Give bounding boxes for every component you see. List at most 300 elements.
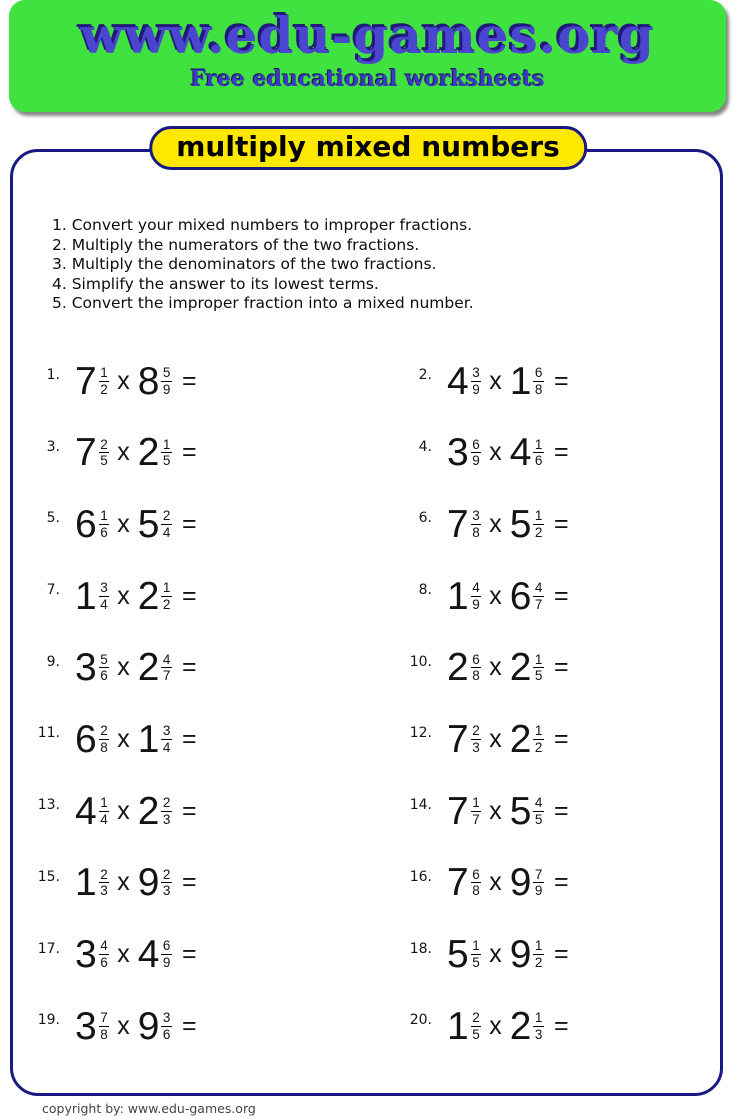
whole-b: 5 [137, 502, 160, 546]
denominator-a: 8 [100, 739, 108, 755]
fraction-b [533, 508, 544, 540]
equals-sign: = [553, 724, 569, 753]
mixed-number-b [137, 574, 172, 618]
mixed-number-b [509, 359, 544, 403]
equals-sign: = [553, 438, 569, 467]
mixed-number-a [75, 431, 109, 475]
whole-a: 7 [75, 359, 97, 403]
denominator-a: 5 [472, 955, 480, 970]
problem-number: 3. [46, 438, 60, 455]
problem-expression [447, 499, 569, 549]
fraction-b [533, 723, 544, 755]
problem-number: 11. [37, 725, 60, 742]
problem-item [384, 786, 724, 858]
mixed-number-b [509, 861, 544, 905]
problem-number: 7. [46, 582, 60, 599]
instruction-line: 5. Convert the improper fraction into a mixed number. [52, 294, 474, 313]
numerator-b: 1 [534, 723, 543, 739]
denominator-a: 9 [472, 381, 480, 397]
equals-sign: = [553, 509, 569, 538]
mixed-number-a [447, 717, 481, 761]
multiply-sign: x [489, 581, 502, 610]
denominator-b: 3 [534, 1026, 543, 1042]
numerator-a: 1 [100, 795, 108, 811]
fraction-b [161, 365, 172, 397]
fraction-a [471, 580, 482, 612]
numerator-a: 4 [100, 938, 108, 954]
whole-a: 1 [447, 1004, 469, 1048]
equals-sign: = [553, 796, 569, 825]
numerator-a: 1 [100, 364, 108, 380]
problem-expression [75, 643, 197, 693]
fraction-a [99, 1010, 110, 1042]
numerator-b: 1 [534, 1010, 543, 1026]
problem-expression [447, 356, 569, 406]
equals-sign: = [553, 581, 569, 610]
mixed-number-b [510, 935, 544, 974]
equals-sign: = [181, 366, 197, 395]
problem-item [384, 714, 724, 786]
whole-b: 2 [137, 431, 160, 475]
problem-number: 13. [37, 797, 60, 814]
fraction-b [533, 938, 544, 970]
whole-b: 4 [509, 431, 532, 475]
problem-item [12, 1001, 384, 1073]
denominator-a: 3 [472, 739, 480, 755]
problem-number: 10. [409, 653, 432, 670]
fraction-a [99, 795, 110, 827]
denominator-a: 7 [472, 811, 480, 827]
whole-a: 6 [75, 502, 97, 546]
fraction-b [161, 437, 172, 469]
instruction-line: 4. Simplify the answer to its lowest terms. [52, 274, 379, 293]
denominator-b: 8 [534, 381, 543, 397]
whole-b: 5 [509, 789, 532, 833]
numerator-b: 4 [162, 651, 171, 667]
problem-expression [75, 356, 197, 406]
numerator-b: 2 [162, 508, 171, 524]
problem-expression [75, 428, 197, 478]
mixed-number-a [75, 646, 109, 690]
fraction-a [471, 867, 482, 899]
mixed-number-a [447, 789, 481, 833]
whole-a: 6 [75, 717, 97, 761]
instructions-list [52, 216, 474, 314]
numerator-a: 2 [100, 723, 108, 739]
whole-a: 2 [447, 646, 469, 690]
multiply-sign: x [489, 509, 502, 538]
numerator-b: 1 [162, 580, 171, 596]
footer-partial-text: copyright by: www.edu-games.org [42, 1101, 256, 1116]
fraction-b [533, 1010, 544, 1042]
multiply-sign: x [117, 796, 130, 825]
mixed-number-b [138, 935, 172, 974]
instruction-line: 1. Convert your mixed numbers to improper fractions. [52, 216, 473, 234]
mixed-number-a [447, 1004, 481, 1048]
fraction-a [99, 938, 110, 970]
site-banner [9, 0, 726, 112]
numerator-a: 2 [472, 1010, 480, 1026]
problem-expression [75, 930, 197, 980]
mixed-number-a [75, 935, 109, 974]
whole-a: 4 [75, 789, 97, 833]
mixed-number-a [75, 717, 109, 761]
whole-b: 9 [137, 1004, 160, 1048]
fraction-a [471, 508, 482, 540]
problem-number: 14. [409, 797, 432, 814]
mixed-number-a [447, 574, 481, 618]
mixed-number-b [137, 789, 172, 833]
mixed-number-b [509, 717, 544, 761]
mixed-number-b [137, 502, 172, 546]
multiply-sign: x [489, 366, 502, 395]
equals-sign: = [553, 940, 569, 968]
numerator-a: 3 [472, 508, 480, 524]
equals-sign: = [181, 724, 197, 753]
denominator-a: 9 [472, 453, 480, 469]
mixed-number-b [137, 431, 172, 475]
problem-expression [447, 858, 569, 908]
fraction-a [471, 1010, 482, 1042]
mixed-number-b [509, 574, 544, 618]
equals-sign: = [181, 438, 197, 467]
denominator-b: 5 [162, 453, 171, 469]
equals-sign: = [181, 509, 197, 538]
numerator-a: 1 [472, 938, 480, 954]
denominator-b: 2 [534, 955, 543, 970]
multiply-sign: x [117, 581, 130, 610]
equals-sign: = [553, 366, 569, 395]
problem-item [12, 858, 384, 930]
denominator-b: 4 [162, 524, 171, 540]
denominator-a: 8 [472, 668, 480, 684]
denominator-a: 5 [100, 453, 108, 469]
whole-a: 3 [75, 1004, 97, 1048]
problem-item [12, 356, 384, 428]
fraction-a [471, 652, 482, 684]
problem-item [12, 643, 384, 715]
whole-a: 5 [447, 933, 469, 976]
instruction-line: 3. Multiply the denominators of the two fractions. [52, 255, 437, 274]
mixed-number-b [509, 646, 544, 690]
numerator-b: 2 [162, 866, 171, 882]
numerator-a: 6 [472, 436, 480, 452]
fraction-b [533, 795, 544, 827]
denominator-b: 7 [534, 596, 543, 612]
fraction-b [161, 652, 172, 684]
problem-expression [447, 930, 569, 980]
whole-a: 7 [75, 431, 97, 475]
problem-number: 18. [409, 940, 432, 957]
problem-expression [447, 714, 569, 764]
fraction-a [99, 867, 110, 899]
equals-sign: = [181, 653, 197, 682]
denominator-a: 5 [472, 1026, 480, 1042]
whole-b: 1 [509, 359, 532, 403]
numerator-a: 2 [100, 866, 108, 882]
denominator-a: 8 [472, 524, 480, 540]
fraction-b [533, 867, 544, 899]
fraction-b [161, 938, 172, 970]
numerator-a: 3 [472, 364, 480, 380]
multiply-sign: x [117, 940, 130, 968]
problem-item [384, 499, 724, 571]
mixed-number-a [75, 502, 109, 546]
numerator-a: 1 [100, 508, 108, 524]
denominator-b: 9 [162, 955, 171, 970]
equals-sign: = [181, 940, 197, 968]
fraction-a [471, 723, 482, 755]
denominator-a: 2 [100, 381, 108, 397]
problem-expression [75, 571, 197, 621]
multiply-sign: x [117, 438, 130, 467]
fraction-b [161, 1010, 172, 1042]
multiply-sign: x [489, 868, 502, 897]
equals-sign: = [181, 1011, 197, 1040]
whole-a: 1 [75, 861, 97, 905]
site-title: www.edu-games.org [80, 6, 655, 65]
numerator-b: 4 [534, 795, 543, 811]
fraction-a [99, 723, 110, 755]
mixed-number-b [137, 1004, 172, 1048]
mixed-number-b [509, 431, 544, 475]
problem-number: 19. [37, 1012, 60, 1029]
equals-sign: = [553, 868, 569, 897]
mixed-number-b [509, 1004, 544, 1048]
denominator-a: 4 [100, 811, 108, 827]
problem-item [12, 571, 384, 643]
fraction-a [99, 580, 110, 612]
fraction-a [471, 437, 482, 469]
mixed-number-a [447, 646, 481, 690]
denominator-b: 2 [162, 596, 171, 612]
whole-b: 2 [509, 646, 532, 690]
whole-b: 9 [509, 933, 532, 976]
problem-number: 16. [409, 868, 432, 885]
multiply-sign: x [117, 868, 130, 897]
problem-number: 9. [46, 653, 60, 670]
multiply-sign: x [489, 1011, 502, 1040]
whole-a: 3 [75, 646, 97, 690]
equals-sign: = [553, 653, 569, 682]
fraction-b [161, 580, 172, 612]
equals-sign: = [181, 581, 197, 610]
mixed-number-a [447, 359, 481, 403]
problem-number: 1. [46, 367, 60, 383]
site-tagline: Free educational worksheets [190, 66, 545, 92]
problem-item [12, 714, 384, 786]
whole-a: 3 [447, 431, 469, 475]
whole-b: 9 [509, 861, 532, 905]
problem-expression [75, 499, 197, 549]
problem-expression [75, 858, 197, 908]
mixed-number-a [447, 431, 481, 475]
denominator-b: 2 [534, 739, 543, 755]
whole-a: 7 [447, 861, 469, 905]
denominator-b: 2 [534, 524, 543, 540]
denominator-a: 6 [100, 524, 108, 540]
multiply-sign: x [117, 366, 130, 395]
problems-grid [12, 356, 724, 1073]
problem-item [384, 930, 724, 1002]
denominator-b: 5 [534, 811, 543, 827]
problem-item [12, 428, 384, 500]
problem-item [12, 930, 384, 1002]
whole-b: 6 [509, 574, 532, 618]
denominator-b: 9 [162, 381, 171, 397]
fraction-a [471, 795, 482, 827]
problem-expression [75, 714, 197, 764]
mixed-number-a [75, 359, 109, 403]
fraction-a [99, 365, 110, 397]
numerator-a: 2 [100, 436, 108, 452]
problem-number: 4. [418, 438, 432, 455]
whole-a: 7 [447, 502, 469, 546]
mixed-number-b [509, 789, 544, 833]
fraction-b [161, 795, 172, 827]
numerator-b: 2 [162, 795, 171, 811]
denominator-a: 6 [100, 955, 108, 970]
numerator-a: 7 [100, 1010, 108, 1026]
whole-b: 2 [509, 717, 532, 761]
equals-sign: = [553, 1011, 569, 1040]
whole-b: 2 [137, 789, 160, 833]
whole-b: 5 [509, 502, 532, 546]
numerator-b: 5 [162, 364, 171, 380]
denominator-a: 3 [100, 883, 108, 899]
denominator-b: 6 [162, 1026, 171, 1042]
fraction-b [161, 723, 172, 755]
problem-item [12, 499, 384, 571]
denominator-a: 4 [100, 596, 108, 612]
multiply-sign: x [117, 724, 130, 753]
numerator-a: 5 [100, 651, 108, 667]
problem-item [12, 786, 384, 858]
problem-number: 6. [418, 510, 432, 527]
whole-b: 9 [137, 861, 160, 905]
problem-expression [447, 428, 569, 478]
problem-expression [75, 786, 197, 836]
equals-sign: = [181, 796, 197, 825]
whole-b: 4 [137, 933, 160, 976]
whole-b: 8 [137, 359, 160, 403]
denominator-a: 8 [472, 883, 480, 899]
multiply-sign: x [117, 509, 130, 538]
problem-number: 15. [37, 868, 60, 885]
problem-number: 12. [409, 725, 432, 742]
numerator-b: 6 [534, 364, 543, 380]
multiply-sign: x [489, 438, 502, 467]
denominator-a: 8 [100, 1026, 108, 1042]
mixed-number-b [137, 717, 172, 761]
fraction-a [99, 437, 110, 469]
worksheet-title: multiply mixed numbers [149, 126, 587, 170]
mixed-number-a [447, 935, 481, 974]
numerator-a: 6 [472, 866, 480, 882]
whole-a: 7 [447, 789, 469, 833]
fraction-b [161, 508, 172, 540]
problem-expression [447, 786, 569, 836]
mixed-number-b [509, 502, 544, 546]
problem-item [384, 428, 724, 500]
numerator-a: 2 [472, 723, 480, 739]
instruction-line: 2. Multiply the numerators of the two fractions. [52, 235, 420, 254]
numerator-b: 7 [534, 866, 543, 882]
mixed-number-b [137, 861, 172, 905]
fraction-a [99, 652, 110, 684]
problem-number: 8. [418, 582, 432, 599]
whole-a: 7 [447, 717, 469, 761]
numerator-a: 1 [472, 795, 480, 811]
whole-b: 2 [509, 1004, 532, 1048]
problem-expression [447, 571, 569, 621]
equals-sign: = [181, 868, 197, 897]
denominator-b: 7 [162, 668, 171, 684]
fraction-b [533, 652, 544, 684]
problem-expression [447, 643, 569, 693]
mixed-number-a [75, 861, 109, 905]
problem-item [384, 1001, 724, 1073]
whole-b: 2 [137, 646, 160, 690]
numerator-a: 6 [472, 651, 480, 667]
denominator-b: 3 [162, 883, 171, 899]
denominator-a: 9 [472, 596, 480, 612]
mixed-number-a [75, 574, 109, 618]
denominator-b: 5 [534, 668, 543, 684]
numerator-a: 3 [100, 580, 108, 596]
whole-a: 3 [75, 933, 97, 976]
fraction-b [533, 437, 544, 469]
numerator-b: 4 [534, 580, 543, 596]
denominator-b: 4 [162, 739, 171, 755]
multiply-sign: x [489, 940, 502, 968]
problem-number: 17. [37, 940, 60, 957]
problem-item [384, 858, 724, 930]
numerator-b: 1 [534, 508, 543, 524]
numerator-b: 1 [534, 938, 543, 954]
problem-expression [75, 1001, 197, 1051]
multiply-sign: x [489, 796, 502, 825]
whole-a: 4 [447, 359, 469, 403]
mixed-number-a [75, 789, 109, 833]
fraction-b [533, 580, 544, 612]
fraction-a [471, 365, 482, 397]
whole-a: 1 [447, 574, 469, 618]
numerator-b: 1 [534, 651, 543, 667]
denominator-b: 3 [162, 811, 171, 827]
multiply-sign: x [489, 653, 502, 682]
multiply-sign: x [489, 724, 502, 753]
denominator-b: 6 [534, 453, 543, 469]
whole-a: 1 [75, 574, 97, 618]
problem-number: 5. [46, 510, 60, 527]
whole-b: 2 [137, 574, 160, 618]
problem-expression [447, 1001, 569, 1051]
mixed-number-a [447, 502, 481, 546]
numerator-b: 3 [162, 723, 171, 739]
fraction-a [471, 938, 482, 970]
numerator-a: 4 [472, 580, 480, 596]
mixed-number-b [137, 646, 172, 690]
fraction-b [161, 867, 172, 899]
mixed-number-b [137, 359, 172, 403]
numerator-b: 6 [162, 938, 171, 954]
problem-number: 2. [418, 367, 432, 383]
numerator-b: 3 [162, 1010, 171, 1026]
problem-item [384, 356, 724, 428]
fraction-a [99, 508, 110, 540]
whole-b: 1 [137, 717, 160, 761]
